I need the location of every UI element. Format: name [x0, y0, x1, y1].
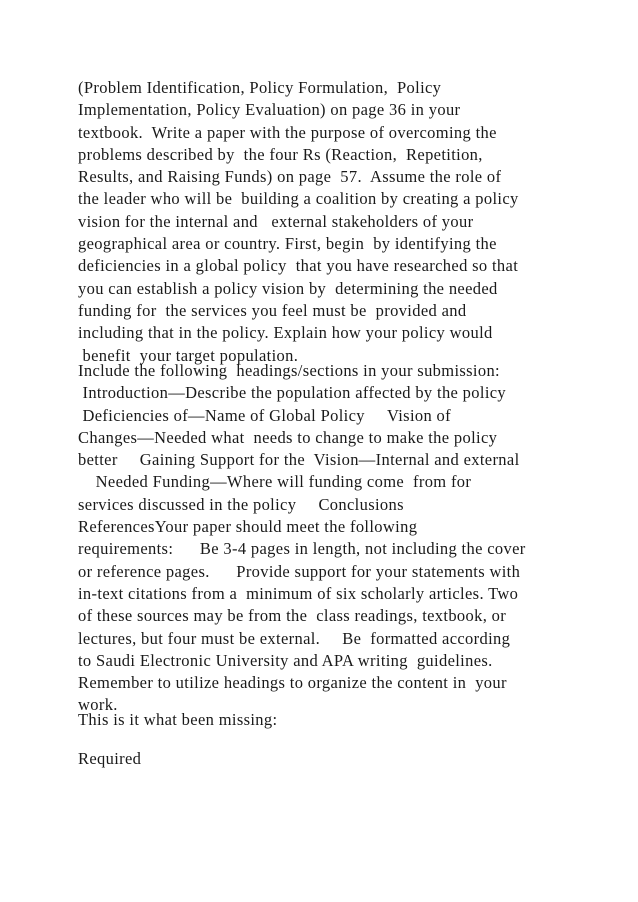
- text-line: you can establish a policy vision by determining the needed: [78, 278, 498, 298]
- text-line: including that in the policy. Explain how your policy would: [78, 323, 493, 343]
- text-line: of these sources may be from the class readings, textbook, or: [78, 606, 507, 626]
- text-line: Needed Funding—Where will funding come from for: [78, 472, 463, 492]
- text-line: deficiencies in a global policy that you have researched so that: [78, 256, 519, 276]
- text-line: Deficiencies of—Name of Global Policy Vision of: [78, 405, 442, 425]
- required-label-paragraph: [78, 748, 578, 770]
- text-line: services discussed in the policy Conclusions: [78, 494, 405, 514]
- text-line: lectures, but four must be external. Be formatted according: [78, 628, 502, 648]
- missing-note-paragraph: [78, 709, 578, 731]
- text-line: Results, and Raising Funds) on page 57. Assume the role of: [78, 167, 502, 187]
- text-line: Implementation, Policy Evaluation) on page 36 in your: [78, 100, 461, 120]
- text-line: Remember to utilize headings to organize the content in your: [78, 673, 507, 693]
- text-line: to Saudi Electronic University and APA writing guidelines.: [78, 650, 502, 670]
- text-line: Include the following headings/sections in your submission:: [78, 361, 509, 380]
- text-line: benefit your target population.: [78, 345, 299, 365]
- text-line: requirements: Be 3-4 pages in length, not including the cover: [78, 539, 517, 559]
- text-line: textbook. Write a paper with the purpose of overcoming the: [78, 122, 497, 142]
- text-line: problems described by the four Rs (Reaction, Repetition,: [78, 144, 483, 164]
- text-line: better Gaining Support for the Vision—Internal and external: [78, 450, 511, 470]
- text-line: work.: [78, 695, 118, 715]
- text-line: vision for the internal and external stakeholders of your: [78, 211, 474, 231]
- text-line: (Problem Identification, Policy Formulation, Policy: [78, 78, 442, 97]
- text-line: This is it what been missing:: [78, 710, 278, 729]
- text-line: funding for the services you feel must be provided and: [78, 300, 467, 320]
- text-line: in-text citations from a minimum of six scholarly articles. Two: [78, 583, 519, 603]
- text-line: Introduction—Describe the population affected by the policy: [78, 383, 515, 403]
- text-line: geographical area or country. First, begin by identifying the: [78, 234, 497, 254]
- text-line: the leader who will be building a coalition by creating a policy: [78, 189, 519, 209]
- assignment-description-paragraph: [78, 77, 578, 367]
- text-line: ReferencesYour paper should meet the following: [78, 517, 418, 537]
- submission-requirements-paragraph: [78, 360, 578, 717]
- text-line: Required: [78, 749, 142, 768]
- text-line: Changes—Needed what needs to change to make the policy: [78, 427, 498, 447]
- text-line: or reference pages. Provide support for your statements with: [78, 561, 512, 581]
